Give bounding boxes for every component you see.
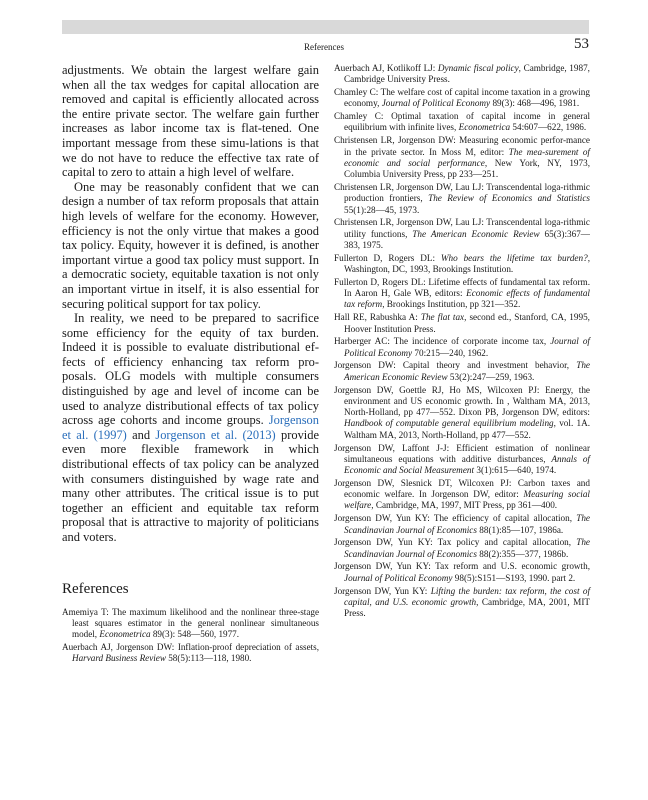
citation-link[interactable]: Jorgenson et al. (1997) — [62, 413, 319, 442]
reference-text: Christensen LR, Jorgenson DW: Measuring economic perfor-mance in the private sector. In Moss M, editor: — [334, 135, 590, 157]
reference-entry — [334, 111, 590, 134]
reference-entry — [334, 135, 590, 180]
reference-entry — [334, 217, 590, 251]
reference-entry — [62, 607, 319, 641]
reference-details: , New York, NY, 1973, Columbia University Press, pp 233—251. — [344, 157, 590, 180]
reference-entry — [334, 336, 590, 359]
reference-entry — [334, 182, 590, 216]
body-paragraph-2: One may be reasonably confident that we can design a number of tax reform proposals that attain high levels of welfare for the economy. However, efficiency is not the only virtue that makes a good tax policy. Equity, however it is defined, is another important virtue a good tax policy must support. In a democratic society, equitable taxation is not only an important virtue in itself, it is also essential for securing political support for tax policy. — [62, 179, 319, 311]
reference-source-title: The flat tax — [420, 312, 465, 323]
reference-entry — [334, 312, 590, 335]
reference-source-title: The American Economic Review — [412, 228, 540, 239]
reference-details: , Cambridge, MA, 1997, MIT Press, pp 361—400. — [371, 500, 558, 511]
reference-source-title: Lifting the burden: tax reform, the cost of capital, and U.S. economic growth — [344, 585, 590, 607]
reference-source-title: The Review of Economics and Statistics — [428, 193, 590, 204]
reference-source-title: The American Economic Review — [344, 360, 590, 382]
reference-text: Jorgenson DW, Goettle RJ, Ho MS, Wilcoxen PJ: Energy, the environment and US economic growth. In , Waltham MA, 2013, North-Holland, pp 477—552. Dixon PB, Jorgenson DW, editors: — [334, 384, 590, 418]
reference-text: Fullerton D, Rogers DL: — [334, 252, 441, 263]
reference-details: 55(1):28—45, 1973. — [344, 204, 420, 215]
reference-entry — [334, 478, 590, 512]
body-text: provide even more flexible framework in which distributional effects of tax policy can be analyzed with consumers distinguished by wage rate and many other attributes. The critical issue is to put together an efficient and equitable tax reform proposal that is attractive to majority of politicians and voters. — [62, 427, 319, 544]
reference-entry — [334, 63, 590, 86]
reference-details: , Washington, DC, 1993, Brookings Institution. — [344, 252, 590, 275]
reference-text: Jorgenson DW, Laffont J-J: Efficient estimation of nonlinear simultaneous equations with additive disturbances, — [334, 442, 590, 464]
reference-details: 58(5):113—118, 1980. — [165, 652, 252, 663]
body-text: In reality, we need to be prepared to sacrifice some efficiency for the equity of tax burden. Indeed it is possible to evaluate distributional ef-fects of efficiency enhancing tax reform pro-posals. OLG models with multiple consumers distinguished by age and level of income can be used to analyze distributional effects of tax policy across age cohorts and income groups. — [62, 311, 319, 428]
reference-source-title: Econometrica — [458, 122, 511, 133]
reference-details: 89(3): 548—560, 1977. — [150, 629, 240, 639]
body-paragraph-1: adjustments. We obtain the largest welfare gain when all the tax wedges for capital allocation are removed and capital is efficiently allocated across the entire private sector. The welfare gain further increases as labor income tax is flat-tened. One important message from these simu-lations is that we do not have to reduce the effective tax rate of capital to zero to attain a high level of welfare. — [62, 63, 319, 180]
reference-entry — [334, 561, 590, 584]
reference-details: , second ed., Stanford, CA, 1995, Hoover Institution Press. — [344, 312, 590, 334]
reference-text: Hall RE, Rabushka A: — [334, 312, 421, 323]
reference-details: 54:607—622, 1986. — [510, 122, 587, 133]
reference-source-title: The mea-surement of economic and social performance — [344, 146, 590, 168]
reference-entry — [334, 513, 590, 536]
reference-text: Jorgenson DW, Yun KY: The efficiency of capital allocation, — [334, 513, 577, 524]
reference-entry — [334, 253, 590, 276]
reference-source-title: Harvard Business Review — [72, 652, 166, 663]
reference-text: Chamley C: Optimal taxation of capital income in general equilibrium with infinite lives, — [334, 111, 590, 133]
reference-details: 53(2):247—259, 1963. — [447, 371, 535, 382]
reference-source-title: Journal of Political Economy — [381, 98, 491, 109]
reference-text: Harberger AC: The incidence of corporate income tax, — [334, 336, 551, 347]
reference-source-title: Economic effects of fundamental tax reform — [344, 288, 590, 310]
body-paragraph-3 — [62, 311, 319, 545]
reference-entry — [334, 586, 590, 620]
reference-entry — [334, 360, 590, 383]
reference-details: 65(3):367—383, 1975. — [344, 228, 590, 250]
reference-entry — [62, 642, 319, 664]
reference-entry — [334, 87, 590, 110]
reference-text: Chamley C: The welfare cost of capital income taxation in a growing economy, — [334, 87, 590, 109]
citation-link[interactable]: Jorgenson et al. (2013) — [155, 427, 276, 442]
reference-text: Fullerton D, Rogers DL: Lifetime effects of fundamental tax reform. In Aaron H, Gale WB, editors: — [334, 276, 590, 299]
reference-text: Jorgenson DW, Yun KY: Tax reform and U.S. economic growth, — [334, 561, 590, 572]
header-bar — [62, 20, 589, 34]
reference-source-title: Who bears the lifetime tax burden? — [440, 252, 588, 263]
reference-entry — [334, 537, 590, 560]
reference-text: Amemiya T: The maximum likelihood and the nonlinear three-stage least squares estimator in the general nonlinear simultaneous model, — [62, 606, 319, 639]
reference-source-title: Dynamic fiscal policy — [437, 63, 519, 73]
reference-source-title: Measuring social welfare — [344, 489, 590, 511]
reference-details: , Cambridge, MA, 2001, MIT Press. — [344, 596, 590, 619]
right-column — [334, 63, 590, 621]
reference-details: 88(2):355—377, 1986b. — [476, 548, 569, 559]
body-text: and — [126, 427, 156, 442]
reference-entry — [334, 277, 590, 311]
reference-text: Auerbach AJ, Jorgenson DW: Inflation-proof depreciation of assets, — [62, 641, 319, 652]
running-header: References — [304, 42, 344, 52]
reference-source-title: Journal of Political Economy — [344, 572, 453, 583]
reference-details: , vol. 1A. Waltham MA, 2013, North-Holland, pp 477—552. — [344, 418, 591, 440]
reference-text: Jorgenson DW, Yun KY: — [334, 585, 431, 596]
reference-source-title: The Scandinavian Journal of Economics — [344, 513, 590, 535]
reference-entry — [334, 443, 590, 477]
reference-text: Jorgenson DW, Slesnick DT, Wilcoxen PJ: Carbon taxes and economic welfare. In Jorgenson DW, editor: — [334, 477, 590, 500]
reference-details: 70:215—240, 1962. — [412, 347, 489, 358]
reference-details: 3(1):615—640, 1974. — [474, 465, 557, 476]
reference-details: 88(1):85—107, 1986a. — [476, 524, 564, 535]
reference-text: Jorgenson DW: Capital theory and investment behavior, — [334, 360, 577, 371]
reference-text: Jorgenson DW, Yun KY: Tax policy and capital allocation, — [334, 537, 577, 548]
reference-text: Auerbach AJ, Kotlikoff LJ: — [334, 63, 438, 73]
reference-text: Christensen LR, Jorgenson DW, Lau LJ: Transcendental loga-rithmic utility functions, — [334, 217, 590, 239]
reference-details: 98(5):S151—S193, 1990. part 2. — [452, 572, 576, 583]
reference-text: Christensen LR, Jorgenson DW, Lau LJ: Transcendental loga-rithmic production frontiers, — [334, 181, 590, 204]
reference-source-title: Econometrica — [99, 629, 151, 639]
reference-source-title: The Scandinavian Journal of Economics — [344, 537, 590, 559]
references-heading: References — [62, 580, 129, 597]
reference-details: , Cambridge, 1987, Cambridge University Press. — [344, 63, 590, 85]
reference-details: 89(3): 468—496, 1981. — [490, 98, 580, 109]
reference-source-title: Annals of Economic and Social Measurement — [344, 453, 590, 476]
left-column — [62, 63, 319, 666]
page-number: 53 — [574, 36, 589, 52]
reference-entry — [334, 385, 590, 441]
reference-list-right — [334, 63, 590, 619]
reference-details: , Brookings Institution, pp 321—352. — [382, 299, 521, 310]
reference-source-title: Journal of Political Economy — [344, 336, 590, 358]
reference-source-title: Handbook of computable general equilibrium modeling — [344, 418, 554, 429]
reference-list-left — [62, 607, 319, 665]
